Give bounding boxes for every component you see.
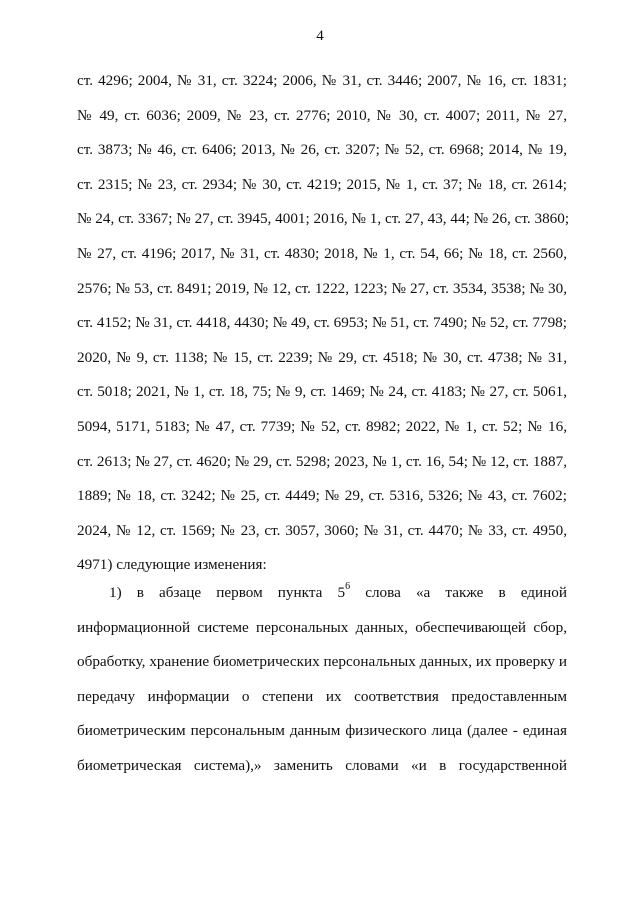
text-line: 2024, № 12, ст. 1569; № 23, ст. 3057, 3060; № 31, ст. 4470; № 33, ст. 4950, xyxy=(77,521,567,539)
text-line: обработку, хранение биометрических персональных данных, их проверку и xyxy=(77,653,567,671)
text-line: информационной системе персональных данных, обеспечивающей сбор, xyxy=(77,618,567,636)
paragraph-amendment-sources xyxy=(77,64,570,583)
text-line: ст. 4152; № 31, ст. 4418, 4430; № 49, ст. 6953; № 51, ст. 7490; № 52, ст. 7798; xyxy=(77,314,567,332)
text-line: передачу информации о степени их соответствия предоставленным xyxy=(77,687,567,705)
text-line: ст. 4296; 2004, № 31, ст. 3224; 2006, № 31, ст. 3446; 2007, № 16, ст. 1831; xyxy=(77,72,567,89)
text-line: № 27, ст. 4196; 2017, № 31, ст. 4830; 2018, № 1, ст. 54, 66; № 18, ст. 2560, xyxy=(77,244,567,262)
item-1-superscript: 6 xyxy=(345,581,351,592)
text-line-last: 4971) следующие изменения: xyxy=(77,556,267,574)
text-line: № 24, ст. 3367; № 27, ст. 3945, 4001; 2016, № 1, ст. 27, 43, 44; № 26, ст. 3860; xyxy=(77,210,570,228)
text-line: биометрическим персональным данным физического лица (далее - единая xyxy=(77,722,567,740)
text-line: ст. 2613; № 27, ст. 4620; № 29, ст. 5298; 2023, № 1, ст. 16, 54; № 12, ст. 1887, xyxy=(77,452,567,470)
text-line: 5094, 5171, 5183; № 47, ст. 7739; № 52, ст. 8982; 2022, № 1, ст. 52; № 16, xyxy=(77,417,567,435)
text-line: 2020, № 9, ст. 1138; № 15, ст. 2239; № 29, ст. 4518; № 30, ст. 4738; № 31, xyxy=(77,348,567,366)
page-number: 4 xyxy=(316,28,324,44)
item-1-trailing-text: слова «а также в единой xyxy=(350,584,568,601)
text-line: ст. 5018; 2021, № 1, ст. 18, 75; № 9, ст. 1469; № 24, ст. 4183; № 27, ст. 5061, xyxy=(77,383,567,401)
text-line: ст. 3873; № 46, ст. 6406; 2013, № 26, ст. 3207; № 52, ст. 6968; 2014, № 19, xyxy=(77,141,567,159)
text-line-first xyxy=(77,576,567,611)
text-line: ст. 2315; № 23, ст. 2934; № 30, ст. 4219; 2015, № 1, ст. 37; № 18, ст. 2614; xyxy=(77,175,567,193)
paragraph-item-1 xyxy=(77,576,567,784)
text-line: 1889; № 18, ст. 3242; № 25, ст. 4449; № 29, ст. 5316, 5326; № 43, ст. 7602; xyxy=(77,487,567,505)
item-1-lead-text: 1) в абзаце первом пункта 5 xyxy=(109,584,346,601)
text-line: 2576; № 53, ст. 8491; 2019, № 12, ст. 1222, 1223; № 27, ст. 3534, 3538; № 30, xyxy=(77,279,567,297)
text-line: биометрическая система),» заменить словами «и в государственной xyxy=(77,756,567,774)
text-line: № 49, ст. 6036; 2009, № 23, ст. 2776; 2010, № 30, ст. 4007; 2011, № 27, xyxy=(77,106,567,124)
